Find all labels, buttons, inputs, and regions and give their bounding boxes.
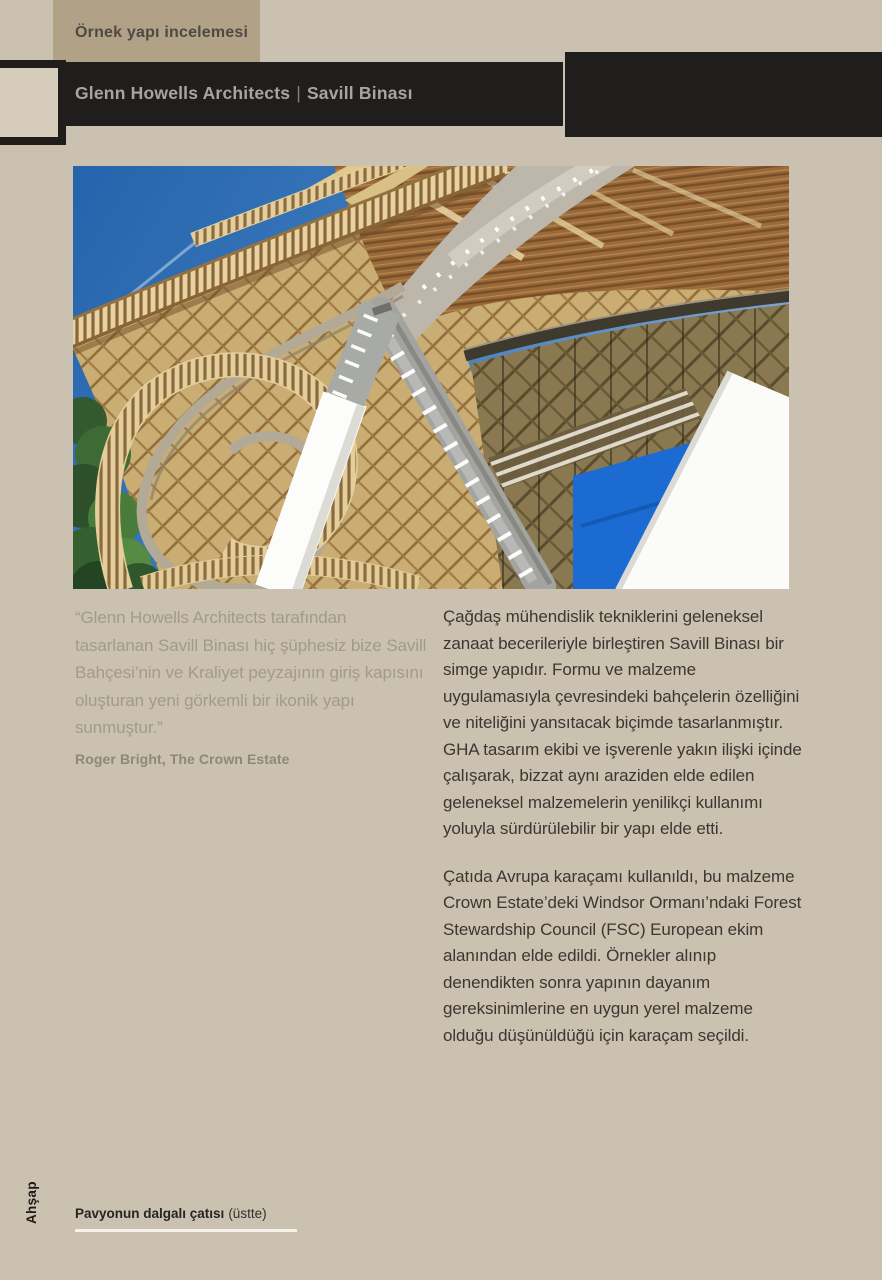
title-project: Savill Binası xyxy=(306,83,413,103)
photo-caption xyxy=(75,1206,267,1221)
section-header-label: Örnek yapı incelemesi xyxy=(75,24,249,41)
decorative-black-block xyxy=(565,52,882,137)
title-architect: Glenn Howells Architects xyxy=(75,83,291,103)
caption-underline xyxy=(75,1229,297,1232)
title-separator: | xyxy=(296,83,301,103)
body-paragraph-1: Çağdaş mühendislik tekniklerini geleneksel zanaat becerileriyle birleştiren Savill Binası bir simge yapıdır. Formu ve malzeme uygulamasıyla çevresindeki bahçelerin özelliğini ve niteliğini yansıtacak biçimde tasarlanmıştır. GHA tasarım ekibi ve işverenle yakın ilişki içinde çalışarak, bizzat aynı araziden elde edilen geleneksel malzemelerin yenilikçi kullanımı yoluyla sürdürülebilir bir yapı elde etti. xyxy=(443,607,802,838)
photo-caption-bold: Pavyonun dalgalı çatısı xyxy=(75,1206,225,1221)
photo-caption-suffix: (üstte) xyxy=(228,1206,267,1221)
body-text-column xyxy=(443,604,807,1070)
body-paragraph-2: Çatıda Avrupa karaçamı kullanıldı, bu malzeme Crown Estate’deki Windsor Ormanı’ndaki Forest Stewardship Council (FSC) European ekim alanından elde edildi. Örnekler alınıp denendikten sonra yapının dayanım gereksinimlerine en uygun yerel malzeme olduğu düşünüldüğü için karaçam seçildi. xyxy=(443,866,802,1045)
savill-roof-photo-illustration xyxy=(73,166,789,589)
decorative-frame-square xyxy=(0,60,66,145)
title-bar xyxy=(62,62,563,126)
savill-roof-photo xyxy=(73,166,789,589)
chapter-vertical-label: Ahşap xyxy=(24,1181,39,1224)
pull-quote-text: “Glenn Howells Architects tarafından tasarlanan Savill Binası hiç şüphesiz bize Savill Bahçesi’nin ve Kraliyet peyzajının giriş kapısını oluşturan yeni görkemli bir ikonik yapı sunmuştur.” xyxy=(75,608,427,737)
pull-quote-block xyxy=(75,604,427,767)
section-header-box xyxy=(53,0,260,62)
page-title xyxy=(75,83,413,104)
pull-quote-attribution: Roger Bright, The Crown Estate xyxy=(75,750,290,767)
